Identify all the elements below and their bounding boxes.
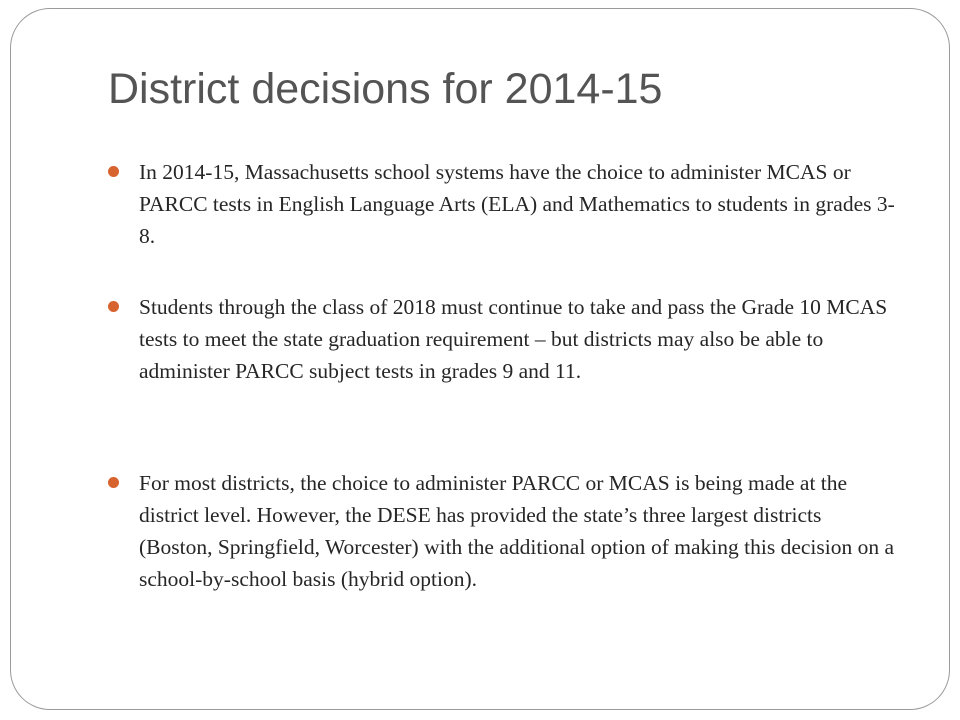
bullet-text: In 2014-15, Massachusetts school systems have the choice to administer MCAS or PARCC tests in English Language Arts (ELA) and Mathematics to students in grades 3-8. [139, 160, 895, 248]
bullet-dot-icon [108, 166, 119, 177]
bullet-item [139, 467, 899, 595]
slide [10, 8, 950, 710]
bullet-dot-icon [108, 477, 119, 488]
bullet-text: Students through the class of 2018 must continue to take and pass the Grade 10 MCAS tests to meet the state graduation requirement – but districts may also be able to administer PARCC subject tests in grades 9 and 11. [139, 295, 888, 383]
bullet-dot-icon [108, 301, 119, 312]
bullet-item [139, 156, 899, 252]
bullet-text: For most districts, the choice to administer PARCC or MCAS is being made at the district level. However, the DESE has provided the state’s three largest districts (Boston, Springfield, Worcester) with the additional option of making this decision on a school-by-school basis (hybrid option). [139, 471, 895, 591]
slide-title: District decisions for 2014-15 [108, 65, 663, 113]
bullet-item [139, 291, 899, 387]
